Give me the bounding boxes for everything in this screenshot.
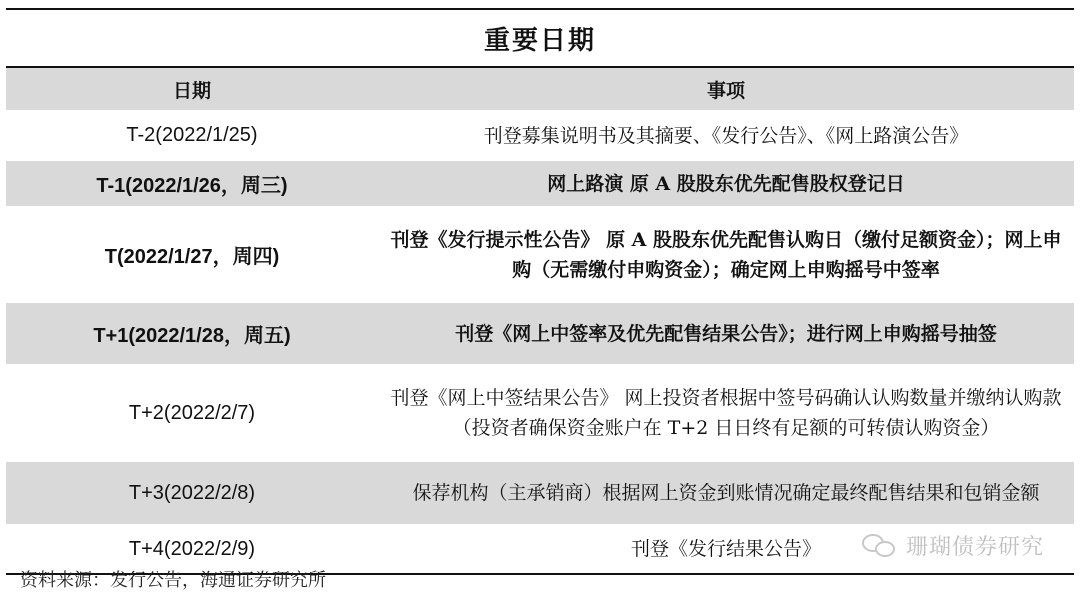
table-row <box>6 300 1074 364</box>
row-date: T+2(2022/2/7) <box>128 401 256 424</box>
wechat-icon <box>862 532 898 560</box>
source-note: 资料来源：发行公告，海通证券研究所 <box>20 570 326 591</box>
header-item: 事项 <box>706 79 745 102</box>
important-dates-table <box>6 8 1074 575</box>
watermark <box>862 530 1044 561</box>
row-item: 刊登《发行结果公告》 <box>630 538 821 560</box>
table-row <box>6 364 1074 459</box>
row-date: T+1(2022/1/28，周五) <box>93 325 291 347</box>
row-item: 刊登《网上中签结果公告》 网上投资者根据中签号码确认认购数量并缴纳认购款（投资者确保资金账户在 T+2 日日终有足额的可转债认购资金） <box>390 387 1062 439</box>
table-row <box>6 206 1074 300</box>
table-row <box>6 158 1074 206</box>
table-row <box>6 110 1074 158</box>
row-date: T+3(2022/2/8) <box>128 481 256 504</box>
row-date: T-2(2022/1/25) <box>126 124 258 146</box>
row-item: 刊登《发行提示性公告》 原 A 股股东优先配售认购日（缴付足额资金）；网上申购（无需缴付申购资金）；确定网上申购摇号中签率 <box>390 228 1062 281</box>
row-date: T-1(2022/1/26，周三) <box>96 175 288 197</box>
watermark-text: 珊瑚债券研究 <box>905 535 1044 560</box>
row-item: 刊登《网上中签率及优先配售结果公告》；进行网上申购摇号抽签 <box>455 322 997 345</box>
table-row <box>6 459 1074 524</box>
row-date: T(2022/1/27，周四) <box>104 246 280 268</box>
row-date: T+4(2022/2/9) <box>128 537 256 560</box>
row-item: 网上路演 原 A 股股东优先配售股权登记日 <box>547 172 905 195</box>
table-title: 重要日期 <box>483 25 596 56</box>
header-date: 日期 <box>172 79 211 102</box>
table-header-row <box>6 68 1074 110</box>
row-item: 刊登募集说明书及其摘要、《发行公告》、《网上路演公告》 <box>483 124 969 147</box>
row-item: 保荐机构（主承销商）根据网上资金到账情况确定最终配售结果和包销金额 <box>412 482 1040 504</box>
